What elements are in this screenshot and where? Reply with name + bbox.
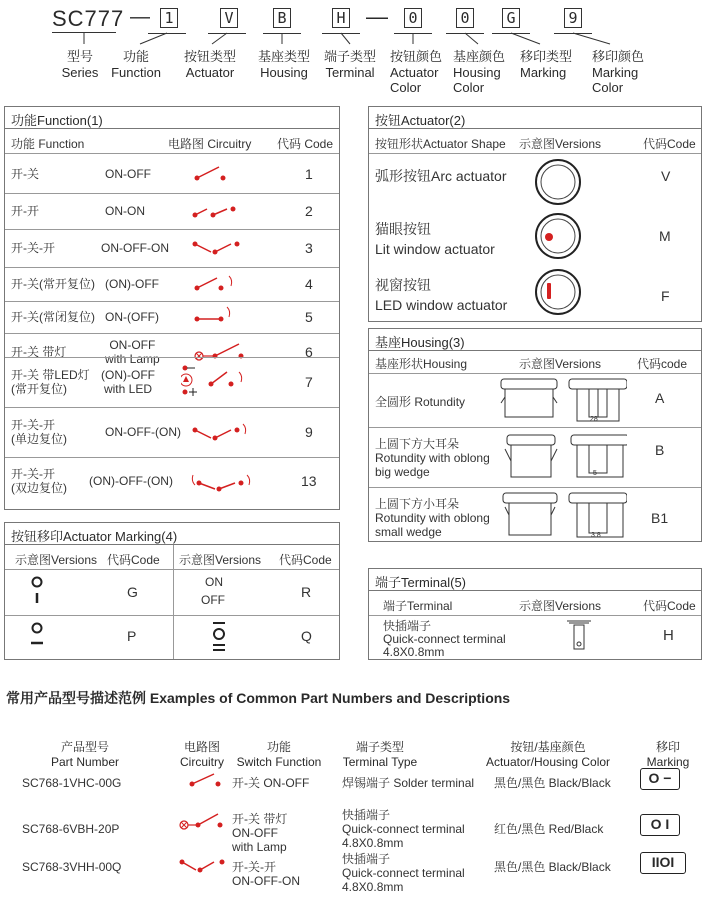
divider bbox=[5, 615, 339, 616]
divider bbox=[5, 193, 339, 194]
example-part-number: SC768-6VBH-20P bbox=[22, 822, 120, 836]
housing-code: B1 bbox=[651, 510, 669, 526]
example-part-number: SC768-3VHH-00Q bbox=[22, 860, 122, 874]
label-terminal: 端子类型 Terminal bbox=[323, 49, 376, 80]
segment-housing-color: 0 bbox=[456, 8, 474, 28]
function-panel-title: 功能Function(1) bbox=[5, 107, 339, 129]
marking-dash-o-ii-icon bbox=[209, 619, 229, 655]
label-housing-color: 基座颜色 Housing Color bbox=[453, 49, 506, 95]
function-name-cn: 开-关-开 (双边复位) bbox=[11, 467, 67, 495]
label-marking: 移印类型 Marking bbox=[520, 49, 573, 80]
divider bbox=[5, 457, 339, 458]
marking-panel-title: 按钮移印Actuator Marking(4) bbox=[5, 523, 339, 545]
circuit-on-off-on-icon bbox=[191, 236, 257, 260]
terminal-en: Quick-connect terminal bbox=[383, 632, 506, 646]
dash-2: — bbox=[366, 4, 388, 29]
circuit-lamp-icon bbox=[176, 810, 228, 836]
marking-o-i-icon bbox=[29, 575, 45, 607]
terminal-size: 4.8X0.8mm bbox=[383, 645, 445, 659]
segment-terminal: H bbox=[332, 8, 350, 28]
circuit-on-momentary-off-icon bbox=[191, 305, 257, 329]
marking-on-text: ON bbox=[205, 575, 223, 589]
divider bbox=[5, 407, 339, 408]
marking-code: P bbox=[127, 628, 137, 644]
actuator-lit-window-label: 猫眼按钮 Lit window actuator bbox=[375, 221, 495, 257]
col-color: 按钮/基座颜色 Actuator/Housing Color bbox=[485, 740, 611, 769]
leader-lines bbox=[0, 0, 710, 60]
housing-rotundity-drawing-icon bbox=[497, 375, 627, 423]
function-description: (ON)-OFF-(ON) bbox=[89, 474, 173, 488]
actuator-panel-title: 按钮Actuator(2) bbox=[369, 107, 701, 129]
function-code: 6 bbox=[305, 344, 313, 360]
label-marking-color: 移印颜色 Marking Color bbox=[592, 49, 645, 95]
segment-housing: B bbox=[273, 8, 291, 28]
example-marking: O I bbox=[640, 814, 680, 836]
marking-code: Q bbox=[301, 628, 312, 644]
col-terminal-type: 端子类型 Terminal Type bbox=[342, 740, 418, 769]
marking-code: G bbox=[127, 584, 138, 600]
led-window-actuator-icon bbox=[533, 267, 583, 317]
examples-title: 常用产品型号描述范例 Examples of Common Part Numbers and Descriptions bbox=[6, 690, 511, 706]
marking-o-dash-icon bbox=[27, 621, 47, 651]
divider bbox=[5, 333, 339, 334]
function-description: (ON)-OFF bbox=[105, 277, 159, 291]
circuit-on-off-led-icon bbox=[181, 360, 247, 404]
function-name-cn: 开-关 带灯 bbox=[11, 345, 67, 359]
example-color: 黑色/黑色 Black/Black bbox=[494, 776, 611, 790]
function-code: 1 bbox=[305, 166, 313, 182]
example-color: 红色/黑色 Red/Black bbox=[494, 822, 604, 836]
col-versions: 示意图Versions bbox=[15, 553, 98, 567]
segment-actuator-color: 0 bbox=[404, 8, 422, 28]
divider bbox=[369, 487, 701, 488]
marking-panel bbox=[4, 522, 340, 660]
marking-code: R bbox=[301, 584, 312, 600]
circuit-on-off-icon bbox=[191, 162, 257, 186]
housing-small-wedge-drawing-icon bbox=[497, 491, 627, 541]
example-marking: IIOI bbox=[640, 852, 686, 874]
divider bbox=[173, 545, 174, 659]
divider bbox=[369, 615, 701, 616]
col-versions: 示意图Versions bbox=[519, 137, 602, 151]
divider bbox=[5, 569, 339, 570]
label-function: 功能 Function bbox=[111, 49, 161, 80]
col-actuator-shape: 按钮形状Actuator Shape bbox=[375, 137, 506, 151]
col-function: 功能 Function bbox=[11, 137, 85, 151]
actuator-panel bbox=[368, 106, 702, 322]
arc-actuator-icon bbox=[533, 157, 583, 207]
actuator-led-window-label: 视窗按钮 LED window actuator bbox=[375, 277, 508, 313]
housing-small-wedge-label: 上圆下方小耳朵 Rotundity with oblong small wedge bbox=[375, 497, 490, 539]
circuit-on-off-icon bbox=[186, 770, 226, 790]
function-name-cn: 开-关 bbox=[11, 167, 39, 181]
col-code: 代码Code bbox=[279, 553, 332, 567]
divider bbox=[5, 267, 339, 268]
function-description: ON-OFF-ON bbox=[101, 241, 169, 255]
terminal-code: H bbox=[663, 627, 674, 644]
actuator-arc-label: 弧形按钮Arc actuator bbox=[375, 168, 507, 184]
housing-big-wedge-label: 上圆下方大耳朵 Rotundity with oblong big wedge bbox=[375, 437, 490, 479]
housing-panel bbox=[368, 328, 702, 542]
function-description: ON-OFF-(ON) bbox=[105, 425, 181, 439]
circuit-on-on-icon bbox=[191, 199, 257, 223]
actuator-code: V bbox=[661, 168, 671, 184]
segment-function: 1 bbox=[160, 8, 178, 28]
housing-code: B bbox=[655, 442, 665, 458]
segment-marking: G bbox=[502, 8, 520, 28]
col-marking: 移印 Marking bbox=[646, 740, 690, 769]
terminal-panel-title: 端子Terminal(5) bbox=[369, 569, 701, 591]
col-versions: 示意图Versions bbox=[519, 599, 602, 613]
segment-marking-color: 9 bbox=[564, 8, 582, 28]
example-terminal: 快插端子 Quick-connect terminal 4.8X0.8mm bbox=[342, 852, 465, 894]
col-versions: 示意图Versions bbox=[519, 357, 602, 371]
function-code: 9 bbox=[305, 424, 313, 440]
example-terminal: 焊锡端子 Solder terminal bbox=[342, 776, 475, 790]
col-code: 代码code bbox=[637, 357, 688, 371]
housing-code: A bbox=[655, 390, 665, 406]
example-function: 开-关 ON-OFF bbox=[232, 776, 310, 790]
series-code: SC777 bbox=[52, 6, 125, 31]
divider bbox=[5, 301, 339, 302]
divider bbox=[369, 427, 701, 428]
example-color: 黑色/黑色 Black/Black bbox=[494, 860, 611, 874]
function-description: ON-OFF bbox=[105, 167, 151, 181]
function-panel bbox=[4, 106, 340, 510]
col-part-number: 产品型号 Part Number bbox=[50, 740, 120, 769]
function-name-cn: 开-关 带LED灯 (常开复位) bbox=[11, 368, 90, 396]
label-actuator: 按钮类型 Actuator bbox=[183, 49, 236, 80]
circuit-momentary-on-off-on-icon bbox=[191, 469, 257, 493]
function-code: 3 bbox=[305, 240, 313, 256]
label-series: 型号 Series bbox=[61, 49, 99, 80]
col-code: 代码Code bbox=[643, 137, 696, 151]
housing-panel-title: 基座Housing(3) bbox=[369, 329, 701, 351]
col-circuitry: 电路图 Circuitry bbox=[168, 137, 252, 151]
function-name-cn: 开-关(常闭复位) bbox=[11, 310, 95, 324]
col-code: 代码Code bbox=[107, 553, 160, 567]
function-name-cn: 开-关-开 bbox=[11, 241, 55, 255]
function-name-cn: 开-关-开 (单边复位) bbox=[11, 418, 67, 446]
divider bbox=[369, 373, 701, 374]
housing-dim: 28 bbox=[590, 416, 598, 423]
divider bbox=[5, 229, 339, 230]
actuator-code: M bbox=[659, 228, 671, 244]
function-name-cn: 开-关(常开复位) bbox=[11, 277, 95, 291]
actuator-code: F bbox=[661, 288, 670, 304]
lit-window-actuator-icon bbox=[533, 211, 583, 261]
divider bbox=[5, 153, 339, 154]
housing-dim: 3.8 bbox=[591, 532, 601, 539]
example-function: 开-关 带灯 ON-OFF with Lamp bbox=[232, 812, 288, 854]
col-circuitry: 电路图 Circuitry bbox=[180, 740, 224, 769]
circuit-on-off-on-icon bbox=[178, 856, 228, 876]
function-code: 2 bbox=[305, 203, 313, 219]
function-description: ON-OFF with Lamp bbox=[105, 338, 160, 366]
example-marking: O − bbox=[640, 768, 680, 790]
col-housing-shape: 基座形状Housing bbox=[375, 357, 468, 371]
function-description: (ON)-OFF with LED bbox=[101, 368, 155, 396]
function-code: 13 bbox=[301, 473, 317, 489]
col-versions: 示意图Versions bbox=[179, 553, 262, 567]
terminal-panel bbox=[368, 568, 702, 660]
label-housing: 基座类型 Housing bbox=[257, 49, 310, 80]
function-code: 4 bbox=[305, 276, 313, 292]
example-part-number: SC768-1VHC-00G bbox=[22, 776, 122, 790]
quick-connect-terminal-icon bbox=[565, 617, 595, 657]
function-code: 5 bbox=[305, 309, 313, 325]
housing-big-wedge-drawing-icon bbox=[497, 431, 627, 481]
housing-dim: 5 bbox=[593, 470, 597, 477]
terminal-cn: 快插端子 bbox=[383, 619, 432, 633]
function-description: ON-(OFF) bbox=[105, 310, 159, 324]
col-code: 代码 Code bbox=[277, 137, 334, 151]
example-function: 开-关-开 ON-OFF-ON bbox=[232, 860, 300, 888]
col-code: 代码Code bbox=[643, 599, 696, 613]
dash-1: — bbox=[130, 6, 150, 28]
divider bbox=[369, 153, 701, 154]
col-switch-function: 功能 Switch Function bbox=[236, 740, 322, 769]
circuit-momentary-on-off-icon bbox=[191, 272, 257, 296]
circuit-on-off-momentary-on-icon bbox=[191, 420, 257, 444]
example-terminal: 快插端子 Quick-connect terminal 4.8X0.8mm bbox=[342, 808, 465, 850]
function-code: 7 bbox=[305, 374, 313, 390]
housing-rotundity-label: 全圆形 Rotundity bbox=[375, 395, 466, 409]
col-terminal: 端子Terminal bbox=[383, 599, 453, 613]
function-name-cn: 开-开 bbox=[11, 204, 39, 218]
marking-off-text: OFF bbox=[201, 593, 225, 607]
label-actuator-color: 按钮颜色 Actuator Color bbox=[390, 49, 443, 95]
divider bbox=[5, 357, 339, 358]
function-description: ON-ON bbox=[105, 204, 145, 218]
segment-actuator: V bbox=[220, 8, 238, 28]
